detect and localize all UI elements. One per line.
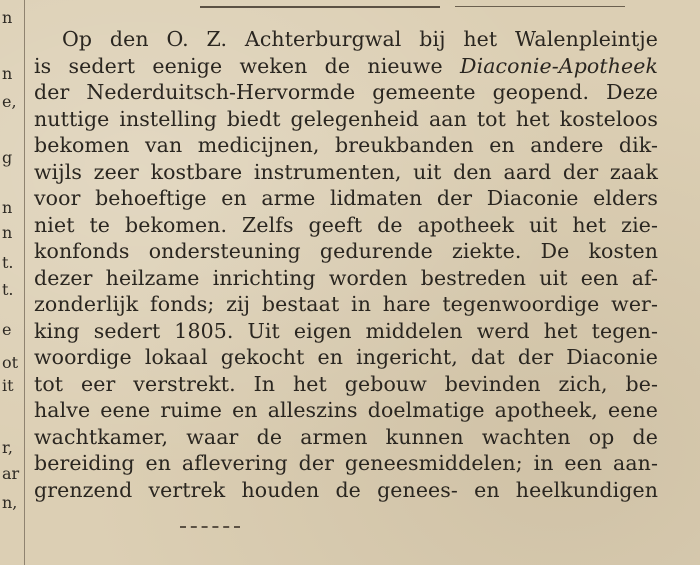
column-divider bbox=[24, 0, 25, 565]
article-line: Op den O. Z. Achterburgwal bij het Walenpleintje bbox=[62, 27, 658, 51]
bottom-ornament bbox=[180, 526, 240, 532]
top-rule bbox=[200, 6, 440, 8]
margin-glyph: t. bbox=[2, 280, 14, 299]
margin-glyph: ar bbox=[2, 464, 20, 483]
article-line-text: is sedert eenige weken de nieuwe bbox=[34, 53, 461, 78]
margin-glyph: n bbox=[2, 198, 13, 217]
article-line: konfonds ondersteuning gedurende ziekte. De kosten bbox=[34, 239, 658, 263]
article-line: halve eene ruime en alleszins doelmatige apotheek, eene bbox=[34, 398, 658, 422]
article-line: grenzend vertrek houden de genees- en heelkundigen bbox=[34, 477, 658, 502]
article-line: der Nederduitsch-Hervormde gemeente geopend. Deze bbox=[34, 80, 658, 104]
article-column bbox=[34, 26, 658, 503]
article-line: bekomen van medicijnen, breukbanden en andere dik- bbox=[34, 133, 658, 157]
margin-glyph: e, bbox=[2, 92, 17, 111]
article-line: dezer heilzame inrichting worden bestreden uit een af- bbox=[34, 265, 658, 290]
article-line: wachtkamer, waar de armen kunnen wachten op de bbox=[34, 424, 658, 449]
margin-glyph: n, bbox=[2, 493, 18, 512]
margin-glyph: ot bbox=[2, 353, 19, 372]
article-line: voor behoeftige en arme lidmaten der Diaconie elders bbox=[34, 186, 658, 210]
article-line: wijls zeer kostbare instrumenten, uit den aard der zaak bbox=[34, 159, 658, 184]
article-line bbox=[34, 53, 658, 80]
margin-glyph: t. bbox=[2, 253, 14, 272]
article-line-emphasis: Diaconie-Apotheek bbox=[460, 53, 658, 78]
margin-glyph: e bbox=[2, 320, 12, 339]
margin-glyph: r, bbox=[2, 438, 13, 457]
article-line: woordige lokaal gekocht en ingericht, dat der Diaconie bbox=[34, 345, 658, 369]
article-line: king sedert 1805. Uit eigen middelen werd het tegen- bbox=[34, 318, 658, 343]
margin-glyph: n bbox=[2, 8, 13, 27]
article-line: zonderlijk fonds; zij bestaat in hare tegenwoordige wer- bbox=[34, 292, 658, 316]
margin-glyph: it bbox=[2, 376, 14, 395]
article-line: nuttige instelling biedt gelegenheid aan tot het kosteloos bbox=[34, 106, 658, 131]
article-line: niet te bekomen. Zelfs geeft de apotheek uit het zie- bbox=[34, 212, 658, 237]
article-line: bereiding en aflevering der geneesmiddelen; in een aan- bbox=[34, 451, 658, 475]
left-column-fragment bbox=[0, 0, 22, 565]
margin-glyph: n bbox=[2, 64, 13, 83]
top-rule-secondary bbox=[455, 6, 625, 7]
margin-glyph: n bbox=[2, 223, 13, 242]
margin-glyph: g bbox=[2, 148, 13, 167]
article-line: tot eer verstrekt. In het gebouw bevinden zich, be- bbox=[34, 371, 658, 396]
